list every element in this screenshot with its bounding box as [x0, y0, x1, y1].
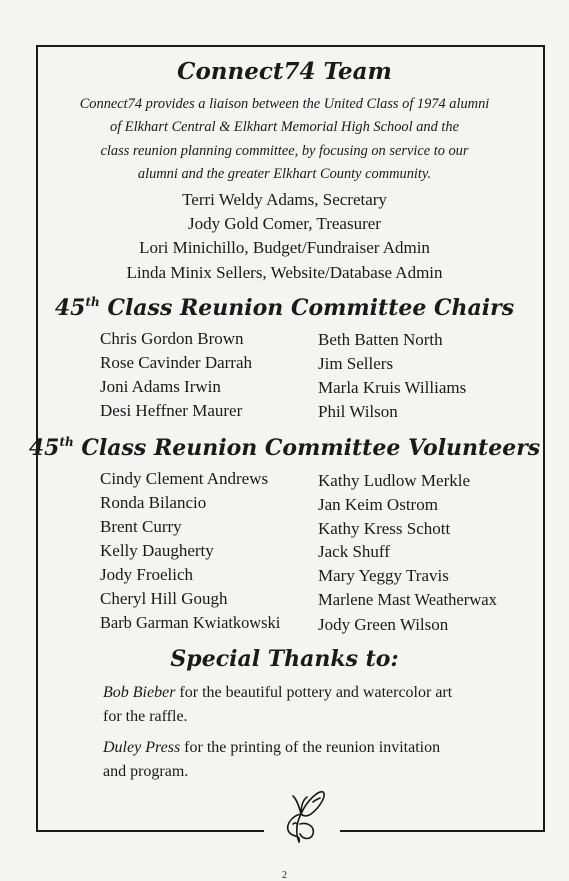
chair-name: Beth Batten North [318, 330, 443, 349]
chair-name: Rose Cavinder Darrah [100, 353, 253, 372]
volunteer-name: Jody Froelich [100, 565, 194, 584]
volunteers-heading [0, 435, 569, 461]
thanks-recipient: Bob Bieber [103, 684, 176, 701]
thanks-item [103, 681, 452, 728]
intro-line: alumni and the greater Elkhart County community. [137, 165, 432, 182]
chairs-heading [0, 295, 569, 321]
volunteer-name: Jody Green Wilson [318, 615, 449, 634]
volunteers-title-text: Class Reunion Committee Volunteers [81, 435, 541, 461]
butterfly-icon [277, 786, 337, 850]
volunteer-name: Mary Yeggy Travis [318, 566, 449, 585]
intro-line: Connect74 provides a liaison between the United Class of 1974 alumni [79, 96, 490, 112]
officer-name: Terri Weldy Adams, Secretary [182, 190, 387, 209]
chairs-ordinal-suffix: th [85, 295, 100, 309]
volunteer-name: Cindy Clement Andrews [100, 469, 269, 488]
volunteer-name: Cheryl Hill Gough [100, 589, 228, 608]
officer-name: Jody Gold Comer, Treasurer [188, 214, 381, 234]
officer-name: Linda Minix Sellers, Website/Database Admin [126, 262, 443, 282]
chair-name: Marla Kruis Williams [318, 378, 467, 397]
volunteers-ordinal: 45 [28, 435, 60, 461]
thanks-recipient: Duley Press [103, 739, 181, 756]
team-description [0, 93, 569, 186]
volunteers-ordinal-suffix: th [59, 435, 74, 449]
intro-line: class reunion planning committee, by focusing on service to our [100, 142, 469, 159]
chair-name: Desi Heffner Maurer [100, 401, 243, 420]
thanks-text: for the raffle. [103, 707, 188, 725]
intro-line: of Elkhart Central & Elkhart Memorial High School and the [110, 119, 459, 136]
volunteer-name: Jack Shuff [318, 542, 390, 561]
team-title: Connect74 Team [177, 58, 392, 85]
thanks-text: and program. [103, 762, 189, 780]
thanks-text: for the beautiful pottery and watercolor art [175, 684, 453, 701]
volunteer-name: Kelly Daugherty [100, 541, 214, 560]
thanks-item [103, 736, 440, 783]
chair-name: Joni Adams Irwin [100, 377, 221, 396]
chairs-title-text: Class Reunion Committee Chairs [107, 295, 515, 321]
chairs-ordinal: 45 [54, 295, 86, 321]
volunteer-name: Kathy Kress Schott [318, 519, 451, 538]
volunteer-name: Brent Curry [100, 517, 182, 536]
volunteer-name: Ronda Bilancio [100, 493, 207, 512]
officer-list [0, 188, 569, 285]
chair-name: Phil Wilson [318, 402, 398, 421]
volunteer-name: Kathy Ludlow Merkle [318, 471, 471, 490]
thanks-heading: Special Thanks to: [170, 646, 399, 672]
page-number: 2 [282, 870, 287, 881]
thanks-text: for the printing of the reunion invitation [180, 739, 441, 756]
officer-name: Lori Minichillo, Budget/Fundraiser Admin [139, 238, 430, 258]
volunteer-name: Marlene Mast Weatherwax [318, 590, 497, 609]
volunteer-name: Barb Garman Kwiatkowski [100, 613, 281, 632]
chair-name: Jim Sellers [318, 354, 394, 373]
volunteer-name: Jan Keim Ostrom [318, 495, 438, 514]
chair-name: Chris Gordon Brown [100, 329, 244, 348]
